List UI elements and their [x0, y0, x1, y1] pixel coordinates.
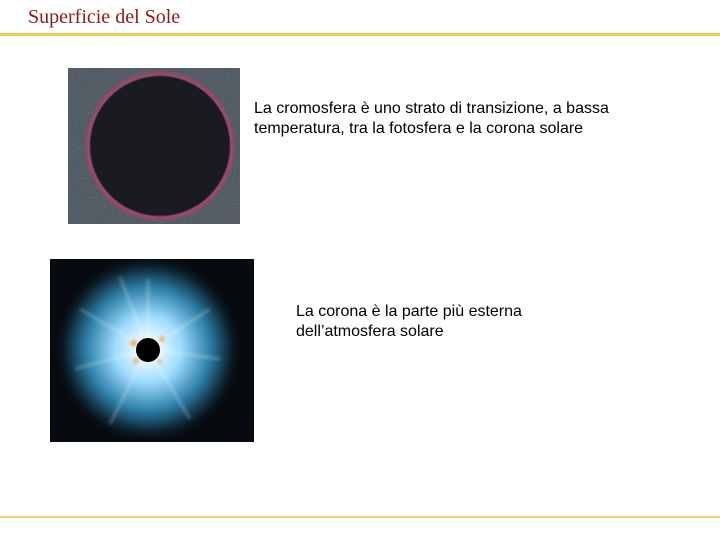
solar-corona-image [50, 259, 254, 442]
chromosphere-caption: La cromosfera è uno strato di transizione, a bassa temperatura, tra la fotosfera e la corona solare [254, 100, 609, 137]
slide-title: Superficie del Sole [28, 6, 181, 28]
title-divider [0, 33, 720, 36]
chromosphere-eclipse-image [68, 68, 240, 224]
footer-divider [0, 516, 720, 518]
corona-caption: La corona è la parte più esterna dell’atmosfera solare [296, 303, 522, 340]
